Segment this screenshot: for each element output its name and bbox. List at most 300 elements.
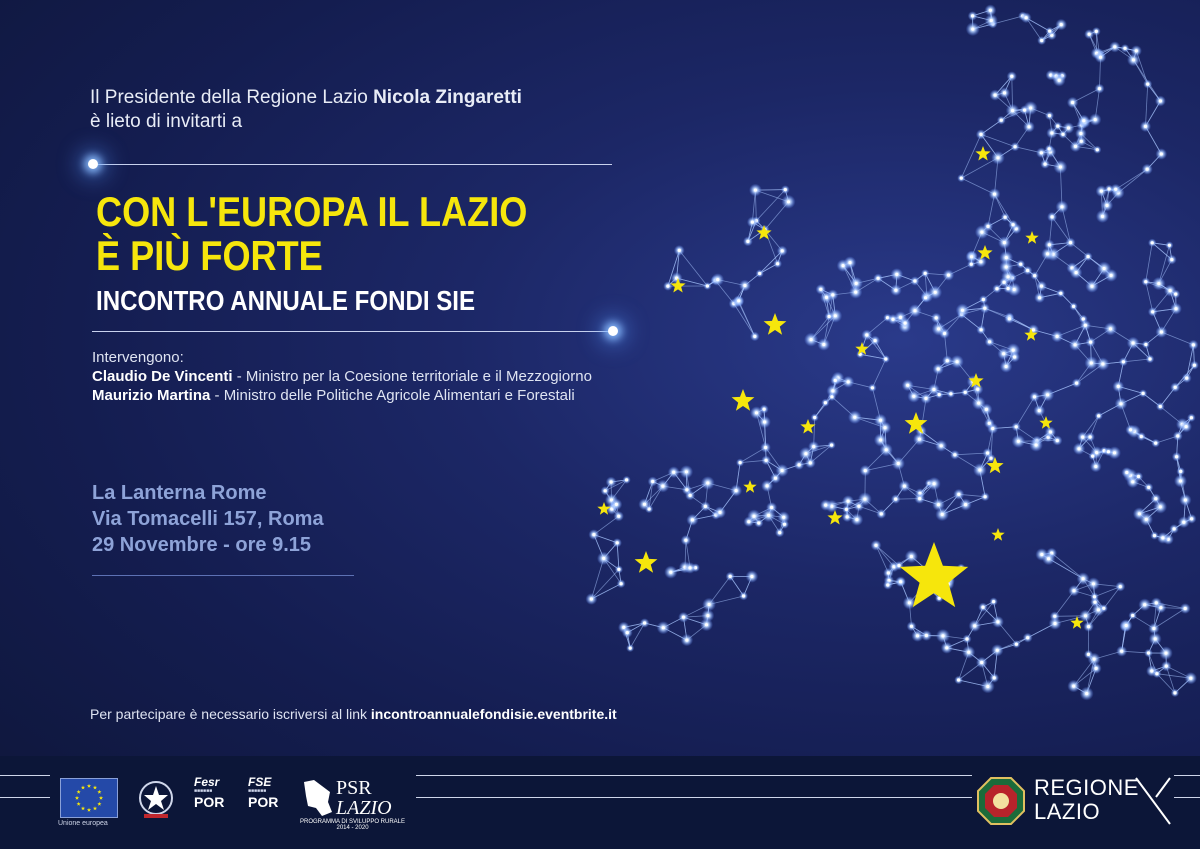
network-node-core (980, 661, 983, 664)
network-node-core (1003, 91, 1006, 94)
italian-republic-emblem (136, 778, 176, 822)
psr-program: PROGRAMMA DI SVILUPPO RURALE (300, 819, 406, 825)
network-node-core (1026, 636, 1029, 639)
title-line-1: CON L'EUROPA IL LAZIO (96, 188, 528, 235)
top-divider (92, 164, 612, 165)
network-node-core (910, 625, 913, 628)
network-node-core (1190, 517, 1193, 520)
network-node-core (774, 477, 777, 480)
network-node-core (1051, 215, 1054, 218)
network-node-core (1004, 216, 1007, 219)
network-node-core (1140, 435, 1143, 438)
network-node-core (1087, 625, 1090, 628)
network-node-core (1159, 99, 1162, 102)
network-node-core (1074, 343, 1077, 346)
network-node-core (590, 597, 593, 600)
eu-star (99, 796, 103, 800)
network-node-core (899, 316, 902, 319)
network-node-core (763, 408, 766, 411)
network-node-core (1173, 691, 1176, 694)
network-node-core (1089, 341, 1092, 344)
psr-lazio: LAZIO (336, 797, 392, 819)
network-node-core (894, 498, 897, 501)
network-node-core (1100, 190, 1103, 193)
network-node-core (1109, 327, 1112, 330)
network-node-core (1135, 49, 1138, 52)
network-node-core (985, 408, 988, 411)
network-node-core (617, 515, 620, 518)
network-node-core (1147, 651, 1150, 654)
network-node-core (947, 274, 950, 277)
network-node-core (782, 516, 785, 519)
network-node-core (1035, 443, 1038, 446)
network-node-core (848, 261, 851, 264)
network-node-core (897, 564, 900, 567)
network-node-core (778, 531, 781, 534)
network-node-core (1129, 428, 1132, 431)
network-node-core (897, 462, 900, 465)
event-title (96, 190, 527, 278)
network-node-core (1154, 442, 1157, 445)
network-node-core (1048, 30, 1051, 33)
network-node-core (891, 318, 894, 321)
regione-line-1: REGIONE (1034, 775, 1139, 800)
network-node-core (819, 288, 822, 291)
network-node-core (743, 284, 746, 287)
speaker-role: - Ministro delle Politiche Agricole Alimentari e Forestali (210, 387, 575, 404)
network-node-core (626, 631, 629, 634)
network-node-core (847, 380, 850, 383)
network-lines (591, 10, 1194, 693)
network-node-core (993, 676, 996, 679)
regione-lazio-wordmark (1034, 776, 1139, 824)
network-node-core (1090, 285, 1093, 288)
network-node-core (918, 438, 921, 441)
network-node-core (1072, 589, 1075, 592)
network-node-core (1165, 665, 1168, 668)
network-node-core (1108, 187, 1111, 190)
network-node-core (706, 284, 709, 287)
venue-block (92, 480, 324, 558)
network-node-core (960, 177, 963, 180)
network-node-core (1011, 109, 1014, 112)
network-node-core (828, 315, 831, 318)
registration-text: Per partecipare è necessario iscriversi al link (90, 706, 371, 722)
network-node-core (1048, 114, 1051, 117)
network-node-core (988, 422, 991, 425)
network-node-core (1107, 450, 1110, 453)
network-node-core (1110, 274, 1113, 277)
intro-text (90, 86, 522, 134)
network-node-core (1125, 624, 1128, 627)
network-node-core (1075, 271, 1078, 274)
network-node-core (754, 189, 757, 192)
network-node-core (918, 497, 921, 500)
network-node-core (813, 416, 816, 419)
network-node-core (970, 263, 973, 266)
network-node-core (1010, 75, 1013, 78)
network-node-core (854, 291, 857, 294)
network-node-core (1056, 335, 1059, 338)
psr-lazio-logo (300, 778, 405, 831)
network-node-core (993, 193, 996, 196)
network-node-core (1185, 425, 1188, 428)
network-node-core (1146, 83, 1149, 86)
network-node-core (934, 291, 937, 294)
network-node-core (685, 470, 688, 473)
network-node-core (1092, 582, 1095, 585)
network-node-core (1113, 451, 1116, 454)
speakers-heading: Intervengono: (92, 349, 184, 366)
venue-datetime: 29 Novembre - ore 9.15 (92, 534, 311, 556)
network-node-core (765, 459, 768, 462)
network-node-core (1145, 518, 1148, 521)
network-node-core (1154, 637, 1157, 640)
network-node-core (1029, 106, 1032, 109)
network-node-core (883, 426, 886, 429)
network-node-core (1182, 521, 1185, 524)
network-node-core (669, 571, 672, 574)
network-node-core (984, 495, 987, 498)
eu-star (93, 785, 97, 789)
network-node-core (981, 606, 984, 609)
network-node-core (752, 515, 755, 518)
network-node-core (662, 626, 665, 629)
network-node-core (938, 393, 941, 396)
network-node-core (895, 273, 898, 276)
network-node-core (767, 514, 770, 517)
network-node-core (798, 463, 801, 466)
network-node-core (706, 481, 709, 484)
network-node-core (1033, 274, 1036, 277)
network-node-core (1174, 293, 1177, 296)
network-node-core (776, 262, 779, 265)
network-node-core (1146, 168, 1149, 171)
network-node-core (937, 327, 940, 330)
network-node-core (1120, 650, 1123, 653)
network-node-core (989, 9, 992, 12)
network-node-core (971, 14, 974, 17)
network-node-core (755, 411, 758, 414)
network-node-core (1082, 119, 1085, 122)
network-node-core (1097, 414, 1100, 417)
network-node-core (1117, 385, 1120, 388)
network-node-core (1012, 223, 1015, 226)
network-node-core (1098, 87, 1101, 90)
network-node-core (910, 555, 913, 558)
network-node-core (871, 386, 874, 389)
network-node-core (980, 328, 983, 331)
network-node-core (651, 480, 654, 483)
network-node-core (1003, 281, 1006, 284)
network-node-core (704, 505, 707, 508)
network-node-core (941, 634, 944, 637)
network-node-core (916, 634, 919, 637)
network-node-core (1000, 119, 1003, 122)
network-node-core (1152, 627, 1155, 630)
eu-star (75, 796, 79, 800)
network-node-core (831, 389, 834, 392)
network-node-core (1005, 365, 1008, 368)
network-node-core (735, 489, 738, 492)
intro-line-2: è lieto di invitarti a (90, 111, 243, 132)
eu-star (81, 806, 85, 810)
network-node-core (903, 485, 906, 488)
network-node-core (1077, 447, 1080, 450)
network-node-core (877, 277, 880, 280)
registration-link[interactable]: incontroannualefondisie.eventbrite.it (370, 706, 617, 722)
network-node-core (1032, 328, 1035, 331)
network-node-core (1015, 643, 1018, 646)
network-node-core (978, 468, 981, 471)
network-node-core (953, 453, 956, 456)
network-node-core (1047, 557, 1050, 560)
network-node-core (1174, 386, 1177, 389)
network-node-core (666, 285, 669, 288)
network-node-core (766, 484, 769, 487)
network-node-core (1060, 205, 1063, 208)
network-node-core (1005, 265, 1008, 268)
network-node-core (857, 505, 860, 508)
network-node-core (1147, 486, 1150, 489)
network-node-core (834, 379, 837, 382)
network-node-core (824, 504, 827, 507)
regione-line-2: LAZIO (1034, 799, 1101, 824)
network-node-core (957, 493, 960, 496)
network-node-core (913, 309, 916, 312)
network-node-core (967, 651, 970, 654)
registration-note (90, 706, 617, 722)
eu-star (77, 790, 81, 794)
network-node-core (864, 469, 867, 472)
star-marker (635, 551, 658, 573)
network-node-core (1038, 409, 1041, 412)
network-node-core (708, 603, 711, 606)
network-node-core (1080, 140, 1083, 143)
network-node-core (804, 452, 807, 455)
speaker-item (92, 367, 592, 386)
network-node-core (1168, 244, 1171, 247)
footer-line-left-top (0, 775, 50, 776)
network-node-core (1089, 435, 1092, 438)
psr-title: PSR (336, 777, 372, 799)
network-node-core (933, 482, 936, 485)
network-node-core (945, 646, 948, 649)
network-node-core (1007, 287, 1010, 290)
network-node-core (764, 446, 767, 449)
network-node-core (1005, 256, 1008, 259)
network-node-core (1123, 47, 1126, 50)
network-node-core (874, 544, 877, 547)
network-node-core (1099, 56, 1102, 59)
divider-glow-right (608, 326, 618, 336)
network-node-core (1072, 685, 1075, 688)
network-node-core (592, 533, 595, 536)
network-node-core (855, 518, 858, 521)
network-node-core (992, 600, 995, 603)
network-node-core (625, 478, 628, 481)
network-node-core (1154, 497, 1157, 500)
por-label-2: POR (248, 794, 279, 810)
network-node-core (1056, 125, 1059, 128)
network-node-core (770, 506, 773, 509)
network-node-core (751, 221, 754, 224)
network-node-core (1013, 355, 1016, 358)
network-node-core (1088, 33, 1091, 36)
network-node-core (1049, 430, 1052, 433)
network-node-core (937, 503, 940, 506)
network-node-core (845, 508, 848, 511)
network-node-core (880, 512, 883, 515)
network-node-core (912, 395, 915, 398)
network-node-core (1048, 147, 1051, 150)
network-node-core (1122, 360, 1125, 363)
network-node-core (1061, 133, 1064, 136)
por-fesr-logo: Fesr ■■■■■■ POR (194, 776, 238, 824)
network-node-core (1170, 258, 1173, 261)
network-node-core (1025, 16, 1028, 19)
network-node-core (887, 571, 890, 574)
network-node-core (1173, 527, 1176, 530)
network-node-core (812, 445, 815, 448)
network-node-core (979, 260, 982, 263)
network-node-core (620, 582, 623, 585)
middle-divider (92, 331, 616, 332)
network-node-core (1040, 285, 1043, 288)
network-node-core (1058, 79, 1061, 82)
network-node-core (1091, 455, 1094, 458)
star-marker (732, 389, 755, 411)
network-node-core (1164, 652, 1167, 655)
network-node-core (1151, 310, 1154, 313)
network-node-core (977, 402, 980, 405)
network-node-core (899, 580, 902, 583)
network-node-core (758, 272, 761, 275)
footer-line-mid-top (416, 775, 972, 776)
network-node-core (990, 19, 993, 22)
network-node-core (1097, 608, 1100, 611)
network-node-core (1169, 289, 1172, 292)
network-node-core (1119, 585, 1122, 588)
network-node-core (716, 278, 719, 281)
network-node-core (906, 384, 909, 387)
network-node-core (629, 647, 632, 650)
president-name: Nicola Zingaretti (373, 87, 522, 108)
divider-glow-left (88, 159, 98, 169)
network-node-core (1179, 479, 1182, 482)
network-node-core (946, 359, 949, 362)
network-node-core (1093, 595, 1096, 598)
network-node-core (1132, 341, 1135, 344)
network-node-core (685, 639, 688, 642)
network-node-core (1033, 395, 1036, 398)
network-node-core (949, 392, 952, 395)
network-node-core (1184, 607, 1187, 610)
speaker-name: Claudio De Vincenti (92, 368, 233, 385)
network-node-core (1144, 280, 1147, 283)
network-node-core (925, 634, 928, 637)
eu-star (77, 802, 81, 806)
network-node-core (1072, 305, 1075, 308)
network-node-core (996, 649, 999, 652)
network-node-core (1026, 269, 1029, 272)
star-marker (756, 225, 771, 240)
network-node-core (1095, 30, 1098, 33)
star-marker (1025, 231, 1038, 244)
network-node-core (718, 511, 721, 514)
network-node-core (995, 287, 998, 290)
network-node-core (973, 624, 976, 627)
network-node-core (996, 156, 999, 159)
network-node-core (1185, 377, 1188, 380)
footer-line-mid-bottom (416, 797, 972, 798)
network-node-core (684, 539, 687, 542)
network-node-core (986, 685, 989, 688)
network-node-core (1023, 109, 1026, 112)
network-node-core (688, 566, 691, 569)
network-node-core (1094, 465, 1097, 468)
network-node-core (1012, 349, 1015, 352)
network-node-core (970, 255, 973, 258)
network-node-core (643, 621, 646, 624)
network-node-core (661, 485, 664, 488)
network-node-core (1002, 352, 1005, 355)
eu-star (93, 806, 97, 810)
network-node-core (1148, 357, 1151, 360)
network-node-core (1160, 330, 1163, 333)
venue-address: Via Tomacelli 157, Roma (92, 508, 324, 530)
network-node-core (831, 293, 834, 296)
network-node-core (1040, 151, 1043, 154)
network-node-core (824, 401, 827, 404)
network-node-core (1161, 536, 1164, 539)
network-node-core (913, 279, 916, 282)
network-node-core (1151, 241, 1154, 244)
network-node-core (879, 438, 882, 441)
network-node-core (1085, 692, 1088, 695)
network-node-core (604, 489, 607, 492)
network-node-core (983, 307, 986, 310)
network-node-core (1095, 667, 1098, 670)
network-node-core (1114, 188, 1117, 191)
network-node-core (1192, 343, 1195, 346)
network-node-core (787, 200, 790, 203)
network-node-core (1159, 405, 1162, 408)
network-node-core (1081, 436, 1084, 439)
network-node-core (1174, 307, 1177, 310)
eu-star (97, 802, 101, 806)
star-markers (597, 146, 1083, 629)
network-node-core (1013, 288, 1016, 291)
network-node-core (956, 360, 959, 363)
network-node-core (1125, 471, 1128, 474)
network-node-core (781, 249, 784, 252)
network-node-core (1102, 607, 1105, 610)
network-node-core (834, 314, 837, 317)
title-line-2: È PIÙ FORTE (96, 232, 323, 279)
network-node-core (617, 568, 620, 571)
network-node-core (932, 388, 935, 391)
network-node-core (1113, 45, 1116, 48)
network-node-core (986, 451, 989, 454)
star-marker (743, 480, 756, 493)
network-node-core (1179, 470, 1182, 473)
eu-star (97, 790, 101, 794)
network-node-core (737, 299, 740, 302)
network-node-core (784, 188, 787, 191)
network-node-core (809, 461, 812, 464)
network-node-core (994, 94, 997, 97)
